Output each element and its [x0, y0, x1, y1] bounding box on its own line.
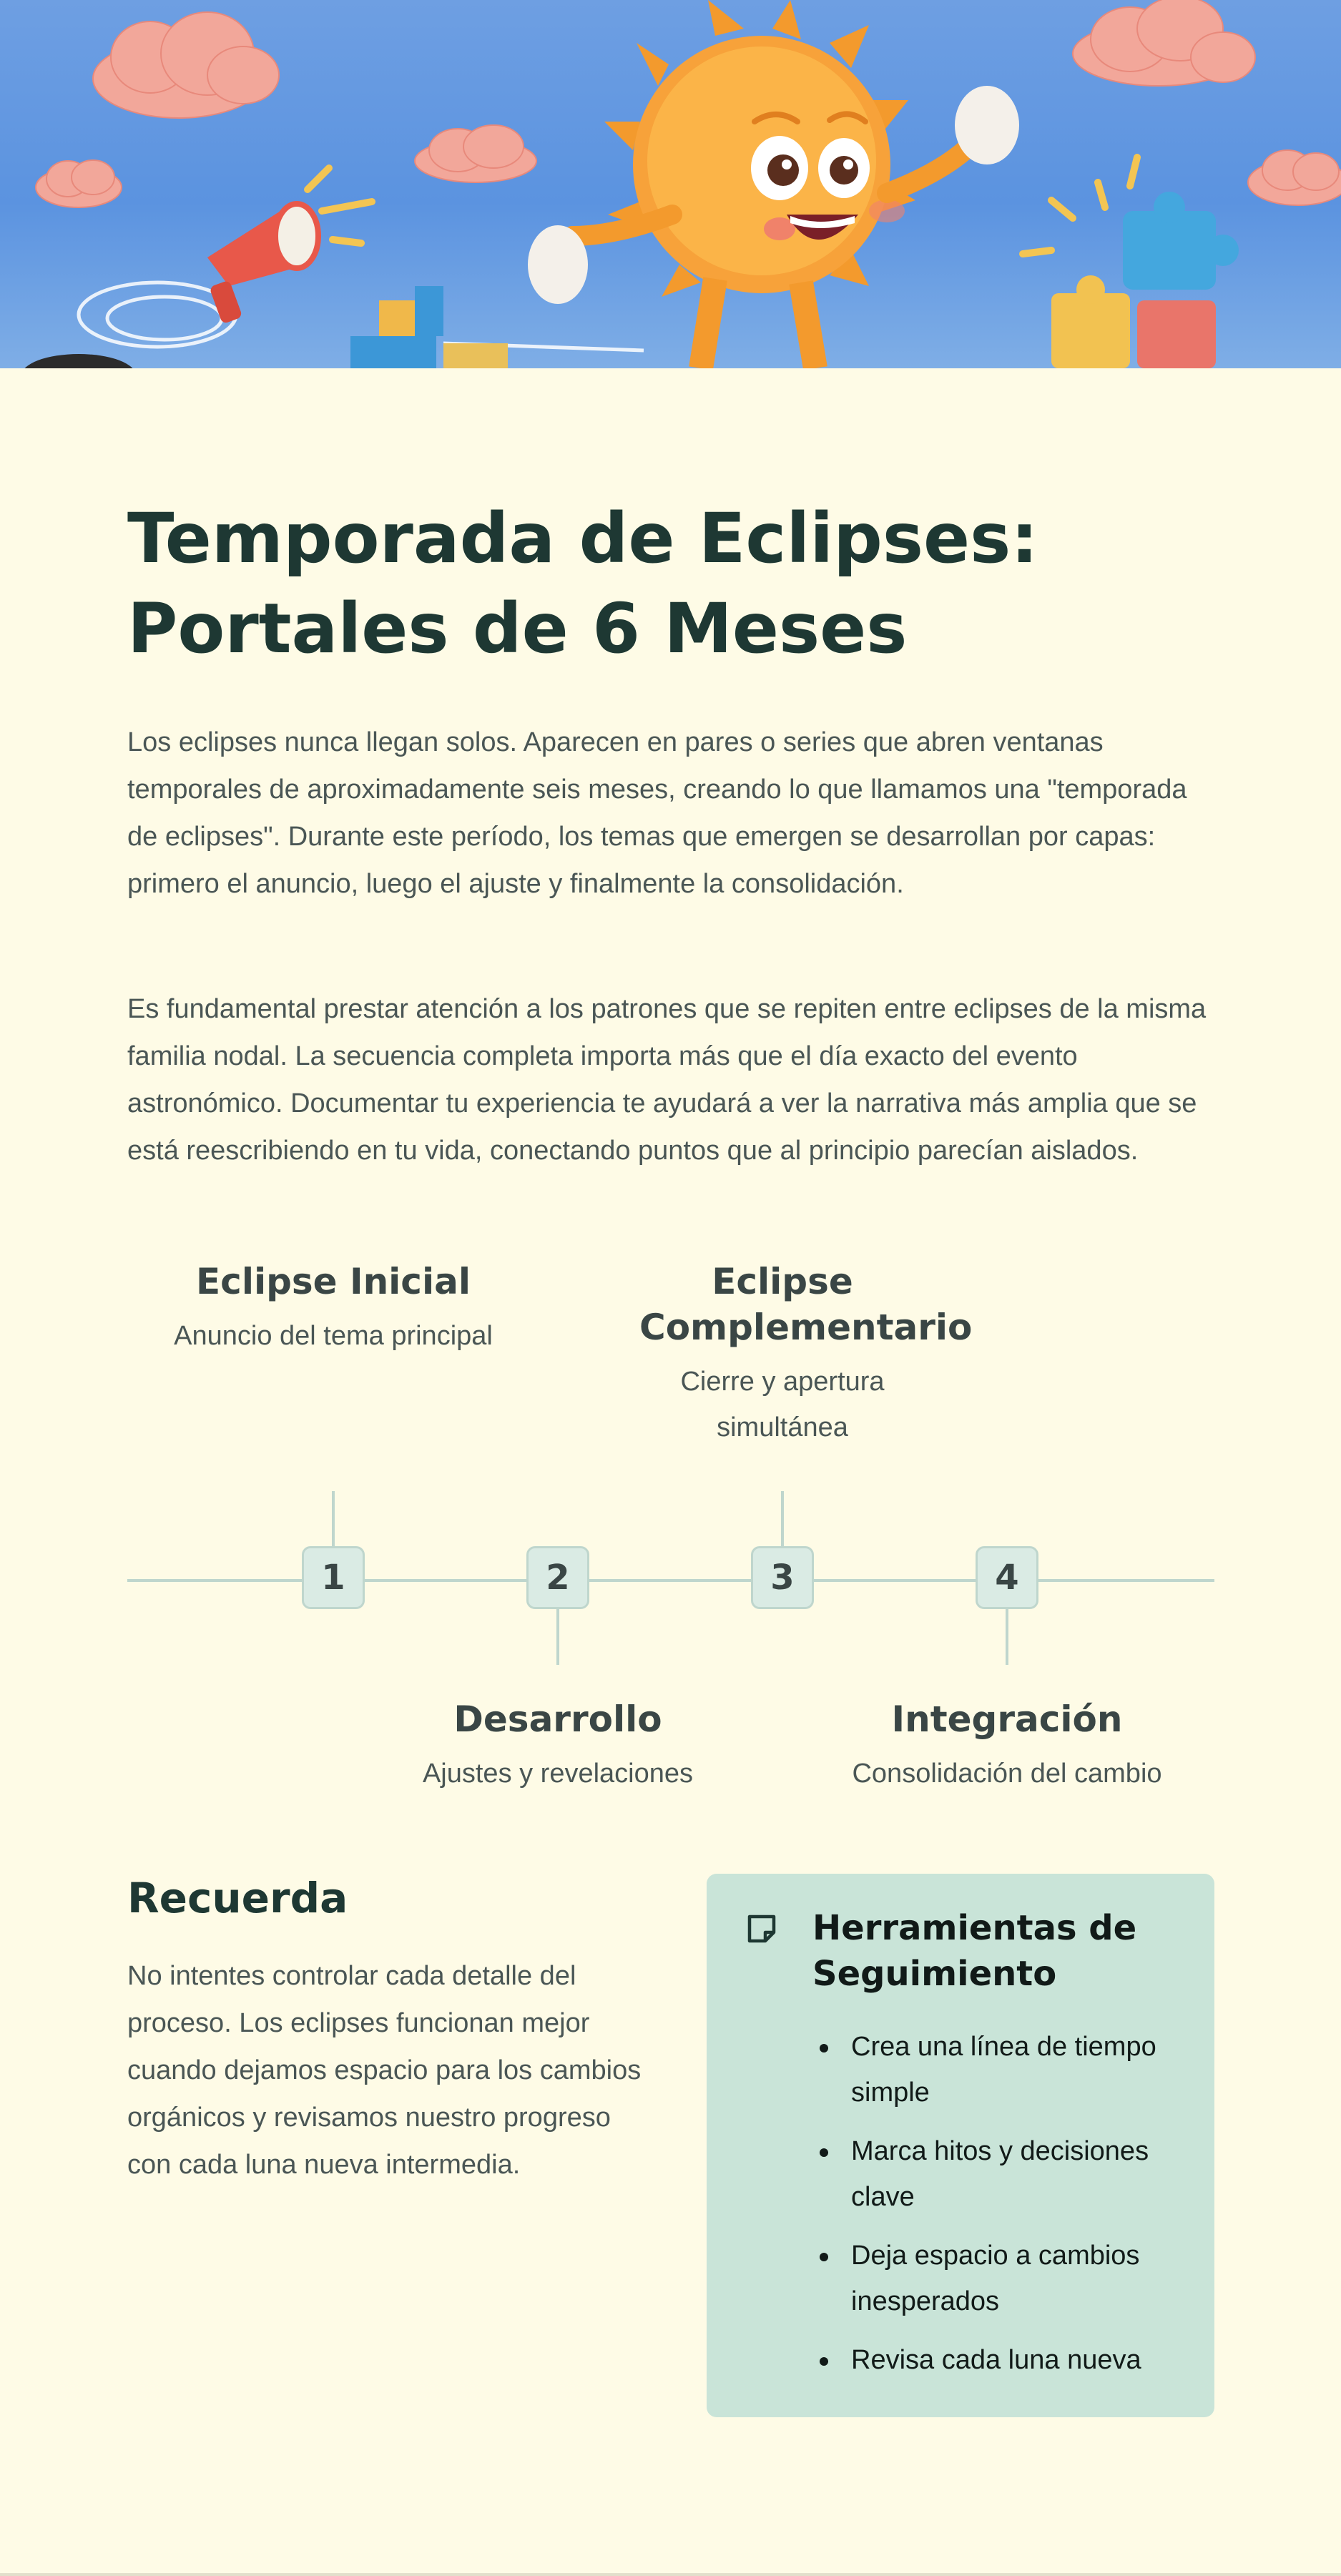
- list-item: Crea una línea de tiempo simple: [812, 2024, 1192, 2115]
- intro-paragraph: Los eclipses nunca llegan solos. Aparecen en pares o series que abren ventanas temporales de aproximadamente seis meses, creando lo que llamamos una "temporada de eclipses". Durante este período, los temas que emergen se desarrollan por capas: primero el anuncio, luego el ajuste y finalmente la consolidación.: [127, 727, 1187, 899]
- timeline-step-description: Cierre y apertura simultánea: [680, 1367, 885, 1442]
- timeline-step-1-label: [147, 1259, 519, 1359]
- title-line-2: Portales de 6 Meses: [127, 589, 908, 669]
- timeline-step-description: Anuncio del tema principal: [174, 1321, 493, 1351]
- timeline-step-description: Consolidación del cambio: [852, 1759, 1162, 1789]
- timeline-stem: [332, 1491, 335, 1547]
- toy-blocks: [350, 286, 508, 368]
- timeline-step-title: Desarrollo: [453, 1699, 662, 1740]
- title-line-1: Temporada de Eclipses:: [127, 498, 1038, 579]
- timeline-stem: [556, 1608, 559, 1665]
- remember-text: No intentes controlar cada detalle del proceso. Los eclipses funcionan mejor cuando dejamos espacio para los cambios orgánicos y revisamos nuestro progreso con cada luna nueva intermedia.: [127, 1961, 642, 2180]
- puzzle-icon: [1051, 192, 1239, 368]
- timeline-step-description: Ajustes y revelaciones: [422, 1759, 694, 1789]
- remember-heading: Recuerda: [127, 1874, 348, 1922]
- page-title: [127, 493, 1200, 674]
- megaphone-icon: [207, 204, 318, 324]
- timeline-line: [127, 1579, 1214, 1582]
- timeline-step-2-label: [372, 1696, 744, 1796]
- tracking-tools-card: [707, 1874, 1214, 2417]
- cloud-icon: [1248, 150, 1341, 205]
- hero-illustration: [0, 0, 1341, 368]
- list-item: Revisa cada luna nueva: [812, 2337, 1192, 2383]
- timeline-node-4: 4: [976, 1546, 1038, 1609]
- timeline-step-3-label: [596, 1259, 973, 1450]
- cloud-icon: [1073, 0, 1255, 86]
- list-item: Deja espacio a cambios inesperados: [812, 2233, 1192, 2324]
- list-item: Marca hitos y decisiones clave: [812, 2128, 1192, 2220]
- timeline-step-title: Integración: [891, 1699, 1123, 1740]
- sun-mascot-icon: [528, 0, 1019, 368]
- timeline-node-2: 2: [526, 1546, 589, 1609]
- timeline-step-title: Eclipse Complementario: [639, 1261, 973, 1348]
- tools-list: [812, 2024, 1192, 2396]
- timeline-node-1: 1: [302, 1546, 365, 1609]
- timeline-step-title: Eclipse Inicial: [196, 1261, 471, 1302]
- timeline-node-3: 3: [751, 1546, 814, 1609]
- sticky-note-icon: [744, 1911, 780, 1947]
- cloud-icon: [415, 125, 536, 182]
- page-bottom-divider: [0, 2573, 1341, 2576]
- patterns-paragraph: Es fundamental prestar atención a los patrones que se repiten entre eclipses de la misma familia nodal. La secuencia completa importa más que el día exacto del evento astronómico. Documentar tu experiencia te ayudará a ver la narrativa más amplia que se está reescribiendo en tu vida, conectando puntos que al principio parecían aislados.: [127, 994, 1207, 1166]
- timeline-step-4-label: [821, 1696, 1193, 1796]
- timeline-stem: [781, 1491, 784, 1547]
- timeline-stem: [1006, 1608, 1008, 1665]
- cloud-icon: [36, 160, 122, 207]
- tools-title: Herramientas de Seguimiento: [812, 1908, 1137, 1994]
- hero-banner: [0, 0, 1341, 368]
- cloud-icon: [93, 12, 279, 118]
